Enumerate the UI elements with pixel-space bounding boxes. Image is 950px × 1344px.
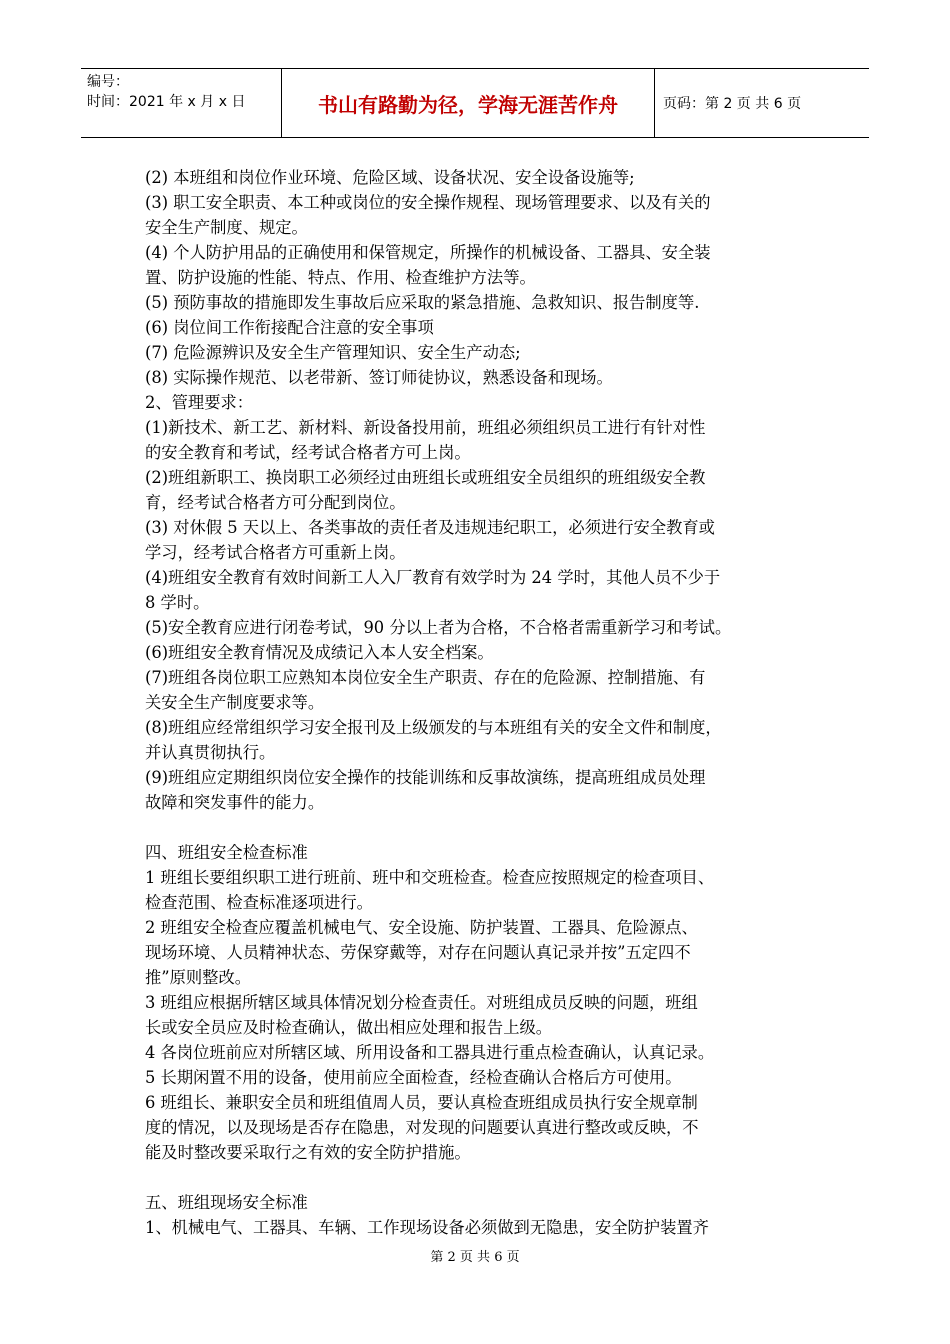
text-line: (8) 实际操作规范、以老带新、签订师徒协议，熟悉设备和现场。 [145, 368, 613, 387]
paragraph-gap [145, 815, 817, 840]
text-line: 现场环境、人员精神状态、劳保穿戴等，对存在问题认真记录并按”五定四不 [145, 943, 691, 962]
text-line: 度的情况，以及现场是否存在隐患，对发现的问题要认真进行整改或反映，不 [145, 1118, 699, 1137]
text-line: 推”原则整改。 [145, 968, 252, 987]
text-line: 安全生产制度、规定。 [145, 218, 308, 237]
text-line: (3) 职工安全职责、本工种或岗位的安全操作规程、现场管理要求、以及有关的 [145, 193, 711, 212]
text-line: 五、班组现场安全标准 [145, 1193, 308, 1212]
text-line: (2)班组新职工、换岗职工必须经过由班组长或班组安全员组织的班组级安全教 [145, 468, 706, 487]
text-line: 3 班组应根据所辖区域具体情况划分检查责任。对班组成员反映的问题，班组 [145, 993, 698, 1012]
document-code: 编号： [87, 74, 129, 90]
text-line: 故障和突发事件的能力。 [145, 793, 325, 812]
page-footer: 第 2 页 共 6 页 [430, 1250, 520, 1265]
text-line: (2) 本班组和岗位作业环境、危险区域、设备状况、安全设备设施等; [145, 168, 635, 187]
text-line: (5)安全教育应进行闭卷考试，90 分以上者为合格，不合格者需重新学习和考试。 [145, 618, 732, 637]
text-line: 2、管理要求： [145, 393, 254, 412]
text-line: (7) 危险源辨识及安全生产管理知识、安全生产动态; [145, 343, 521, 362]
text-line: 关安全生产制度要求等。 [145, 693, 325, 712]
text-line: (7)班组各岗位职工应熟知本岗位安全生产职责、存在的危险源、控制措施、有 [145, 668, 706, 687]
text-line: 置、防护设施的性能、特点、作用、检查维护方法等。 [145, 268, 536, 287]
text-line: 1 班组长要组织职工进行班前、班中和交班检查。检查应按照规定的检查项目、 [145, 868, 715, 887]
text-line: 2 班组安全检查应覆盖机械电气、安全设施、防护装置、工器具、危险源点、 [145, 918, 698, 937]
text-line: (6)班组安全教育情况及成绩记入本人安全档案。 [145, 643, 494, 662]
text-line: (8)班组应经常组织学习安全报刊及上级颁发的与本班组有关的安全文件和制度， [145, 718, 722, 737]
text-line: 检查范围、检查标准逐项进行。 [145, 893, 373, 912]
text-line: 5 长期闲置不用的设备，使用前应全面检查，经检查确认合格后方可使用。 [145, 1068, 682, 1087]
header-motto: 书山有路勤为径，学海无涯苦作舟 [282, 69, 655, 137]
text-line: 四、班组安全检查标准 [145, 843, 308, 862]
text-line: (4) 个人防护用品的正确使用和保管规定，所操作的机械设备、工器具、安全装 [145, 243, 711, 262]
header-page-number: 页码：第 2 页 共 6 页 [663, 96, 802, 112]
document-date: 时间：2021 年 x 月 x 日 [87, 94, 246, 110]
text-line: 的安全教育和考试，经考试合格者方可上岗。 [145, 443, 471, 462]
text-line: 1、机械电气、工器具、车辆、工作现场设备必须做到无隐患，安全防护装置齐 [145, 1218, 709, 1237]
text-line: 4 各岗位班前应对所辖区域、所用设备和工器具进行重点检查确认，认真记录。 [145, 1043, 715, 1062]
text-line: 能及时整改要采取行之有效的安全防护措施。 [145, 1143, 471, 1162]
text-line: (1)新技术、新工艺、新材料、新设备投用前，班组必须组织员工进行有针对性 [145, 418, 706, 437]
header-meta [81, 69, 282, 137]
text-line: 8 学时。 [145, 593, 210, 612]
text-line: 并认真贯彻执行。 [145, 743, 276, 762]
text-line: (5) 预防事故的措施即发生事故后应采取的紧急措施、急救知识、报告制度等. [145, 293, 700, 312]
text-line: 长或安全员应及时检查确认，做出相应处理和报告上级。 [145, 1018, 553, 1037]
text-line: (9)班组应定期组织岗位安全操作的技能训练和反事故演练，提高班组成员处理 [145, 768, 706, 787]
document-body [145, 165, 817, 1240]
text-line: (4)班组安全教育有效时间新工人入厂教育有效学时为 24 学时，其他人员不少于 [145, 568, 721, 587]
text-line: 育，经考试合格者方可分配到岗位。 [145, 493, 406, 512]
text-line: 6 班组长、兼职安全员和班组值周人员，要认真检查班组成员执行安全规章制 [145, 1093, 698, 1112]
paragraph-gap [145, 1165, 817, 1190]
page-header [81, 68, 869, 138]
text-line: 学习，经考试合格者方可重新上岗。 [145, 543, 406, 562]
text-line: (3) 对休假 5 天以上、各类事故的责任者及违规违纪职工，必须进行安全教育或 [145, 518, 715, 537]
text-line: (6) 岗位间工作衔接配合注意的安全事项 [145, 318, 434, 337]
